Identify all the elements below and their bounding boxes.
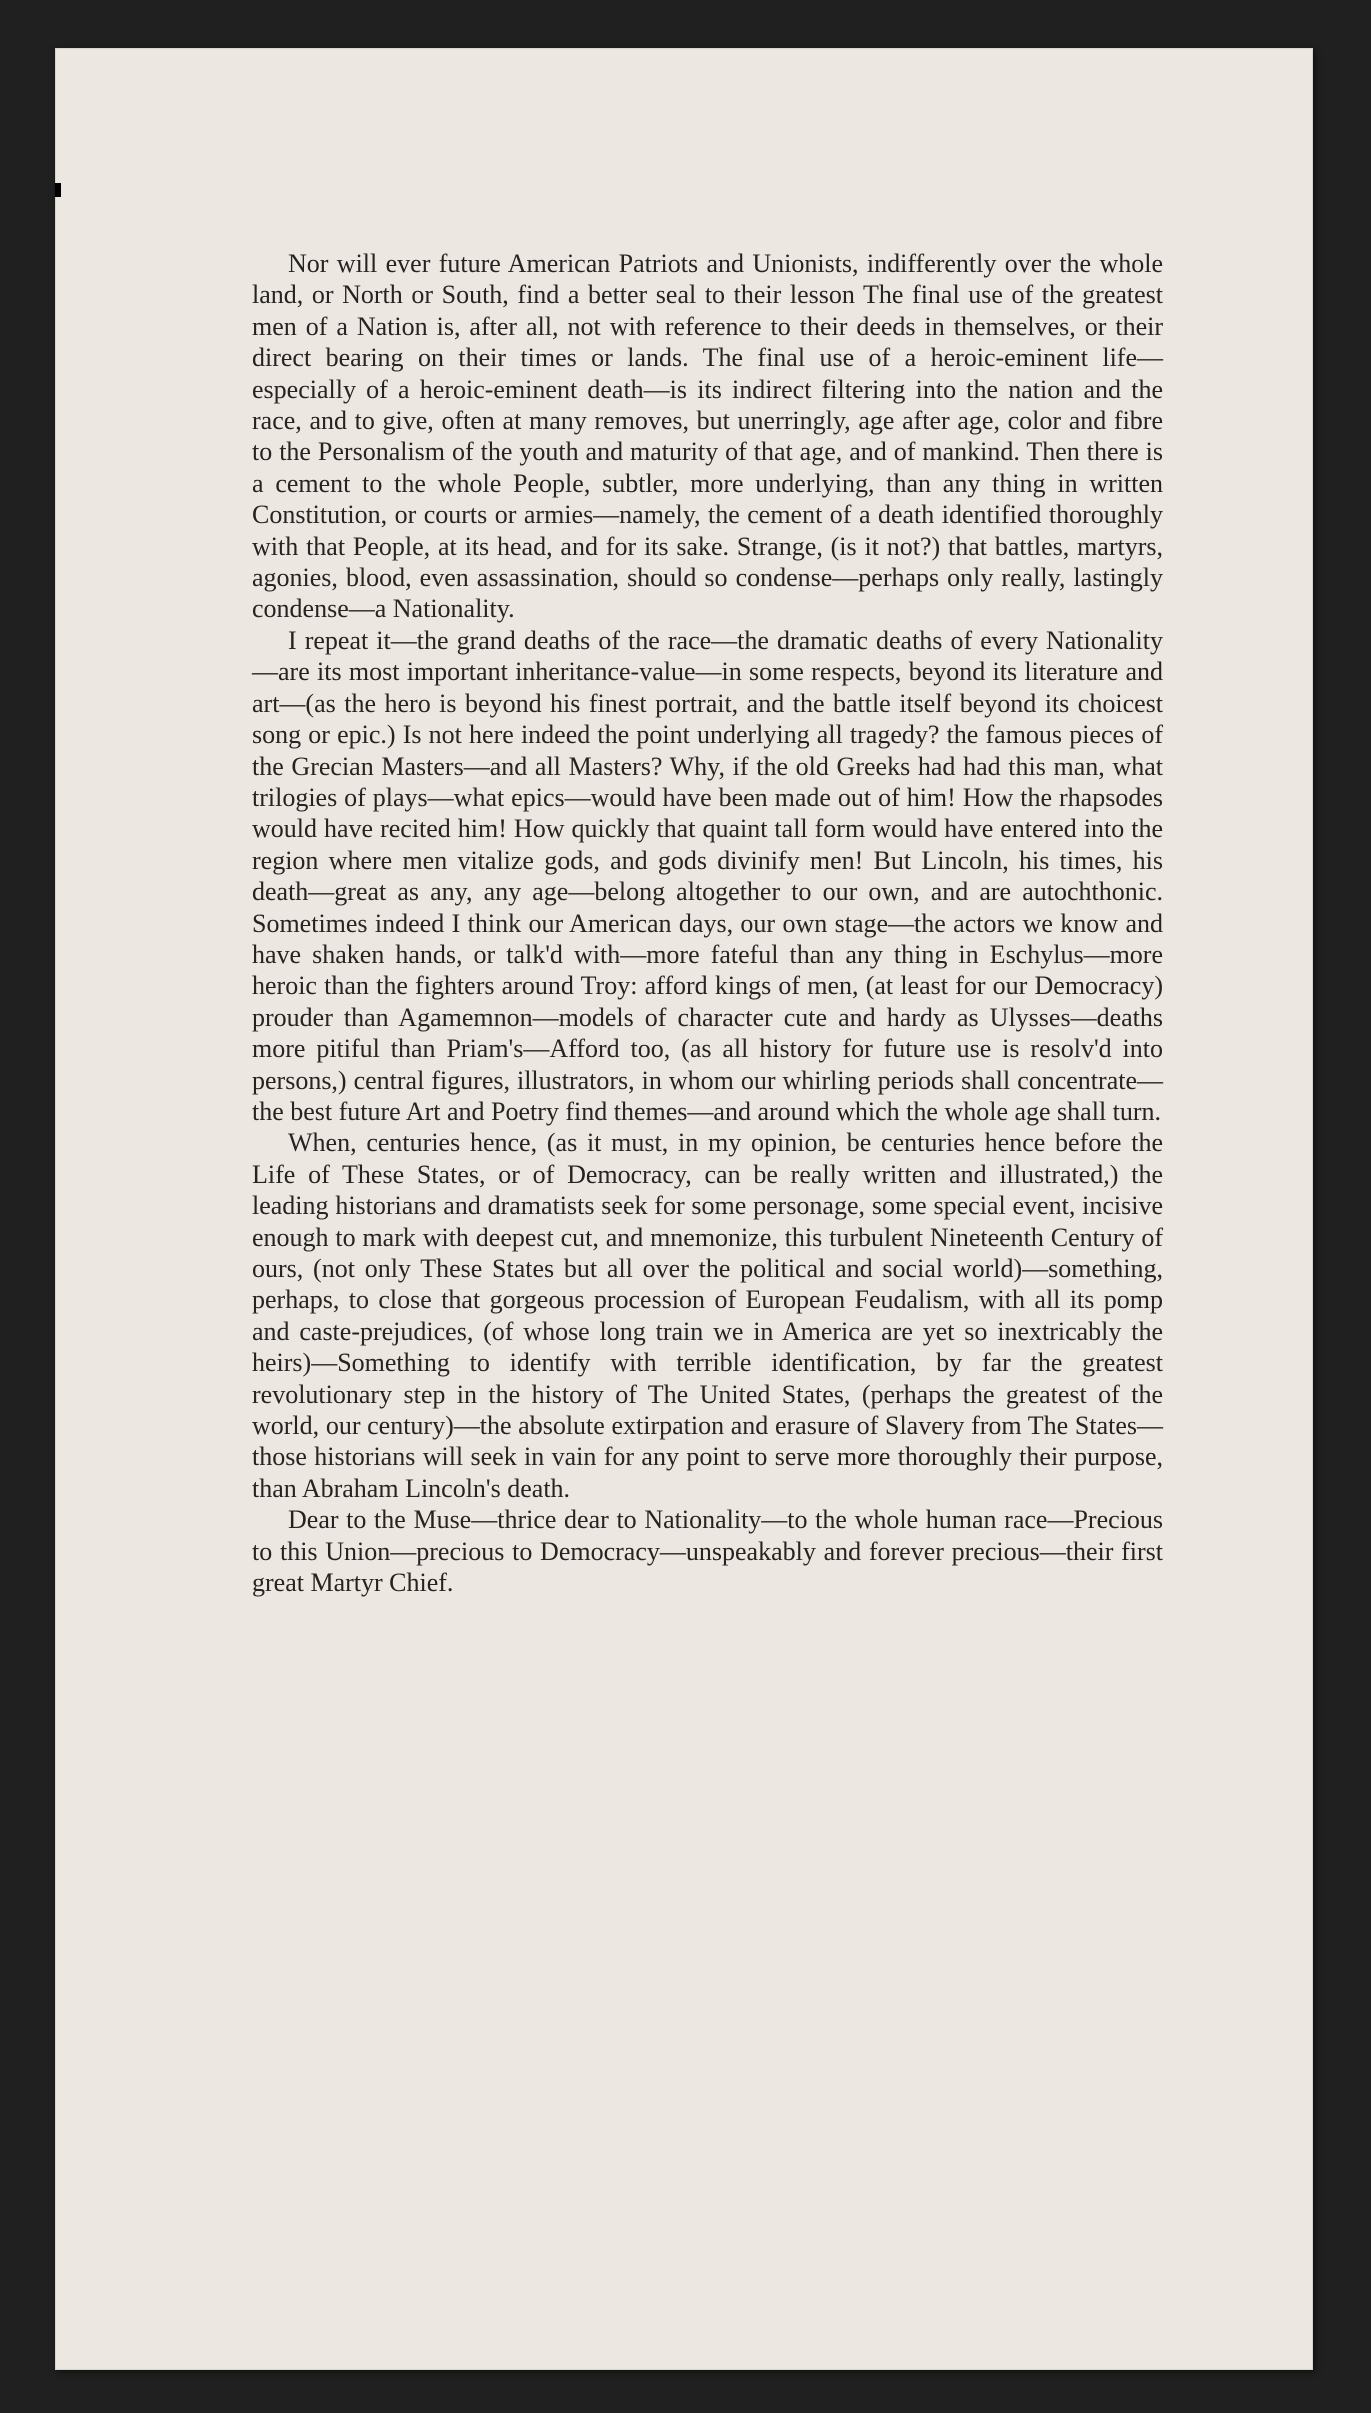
edge-mark xyxy=(55,183,61,197)
paragraph-3: When, centuries hence, (as it must, in my opinion, be centuries hence before the Life of These States, or of Democracy, can be really written and illustrated,) the leading historians and dramatists seek for some personage, some special event, incisive enough to mark with deepest cut, and mnemonize, this turbulent Nineteenth Century of ours, (not only These States but all over the political and social world)—something, perhaps, to close that gorgeous procession of European Feudalism, with all its pomp and caste-prejudices, (of whose long train we in America are yet so inextricably the heirs)—Something to identify with terrible identification, by far the greatest revolutionary step in the history of The United States, (perhaps the greatest of the world, our century)—the absolute extirpation and erasure of Slavery from The States—those historians will seek in vain for any point to serve more thoroughly their purpose, than Abraham Lincoln's death. xyxy=(252,1128,1163,1503)
paragraph-4: Dear to the Muse—thrice dear to Nationality—to the whole human race—Precious to this Union—precious to Democracy—unspeakably and forever precious—their first great Martyr Chief. xyxy=(252,1505,1163,1598)
body-text xyxy=(252,248,1163,1598)
paragraph-2: I repeat it—the grand deaths of the race—the dramatic deaths of every Nationality—are its most important inheritance-value—in some respects, beyond its literature and art—(as the hero is beyond his finest portrait, and the battle itself beyond its choicest song or epic.) Is not here indeed the point underlying all tragedy? the famous pieces of the Grecian Masters—and all Masters? Why, if the old Greeks had had this man, what trilogies of plays—what epics—would have been made out of him! How the rhapsodes would have recited him! How quickly that quaint tall form would have entered into the region where men vitalize gods, and gods divinify men! But Lincoln, his times, his death—great as any, any age—belong altogether to our own, and are autochthonic. Sometimes indeed I think our American days, our own stage—the actors we know and have shaken hands, or talk'd with—more fateful than any thing in Eschylus—more heroic than the fighters around Troy: afford kings of men, (at least for our Democracy) prouder than Agamemnon—models of character cute and hardy as Ulysses—deaths more pitiful than Priam's—Afford too, (as all history for future use is resolv'd into persons,) central figures, illustrators, in whom our whirling periods shall concentrate—the best future Art and Poetry find themes—and around which the whole age shall turn. xyxy=(252,625,1163,1126)
paragraph-1: Nor will ever future American Patriots and Unionists, indifferently over the whole land, or North or South, find a better seal to their lesson The final use of the greatest men of a Nation is, after all, not with reference to their deeds in themselves, or their direct bearing on their times or lands. The final use of a heroic-eminent life—especially of a heroic-eminent death—is its indirect filtering into the nation and the race, and to give, often at many removes, but unerringly, age after age, color and fibre to the Personalism of the youth and maturity of that age, and of mankind. Then there is a cement to the whole People, subtler, more underlying, than any thing in written Constitution, or courts or armies—namely, the cement of a death identified thoroughly with that People, at its head, and for its sake. Strange, (is it not?) that battles, martyrs, agonies, blood, even assassination, should so condense—perhaps only really, lastingly condense—a Nationality. xyxy=(252,249,1163,624)
